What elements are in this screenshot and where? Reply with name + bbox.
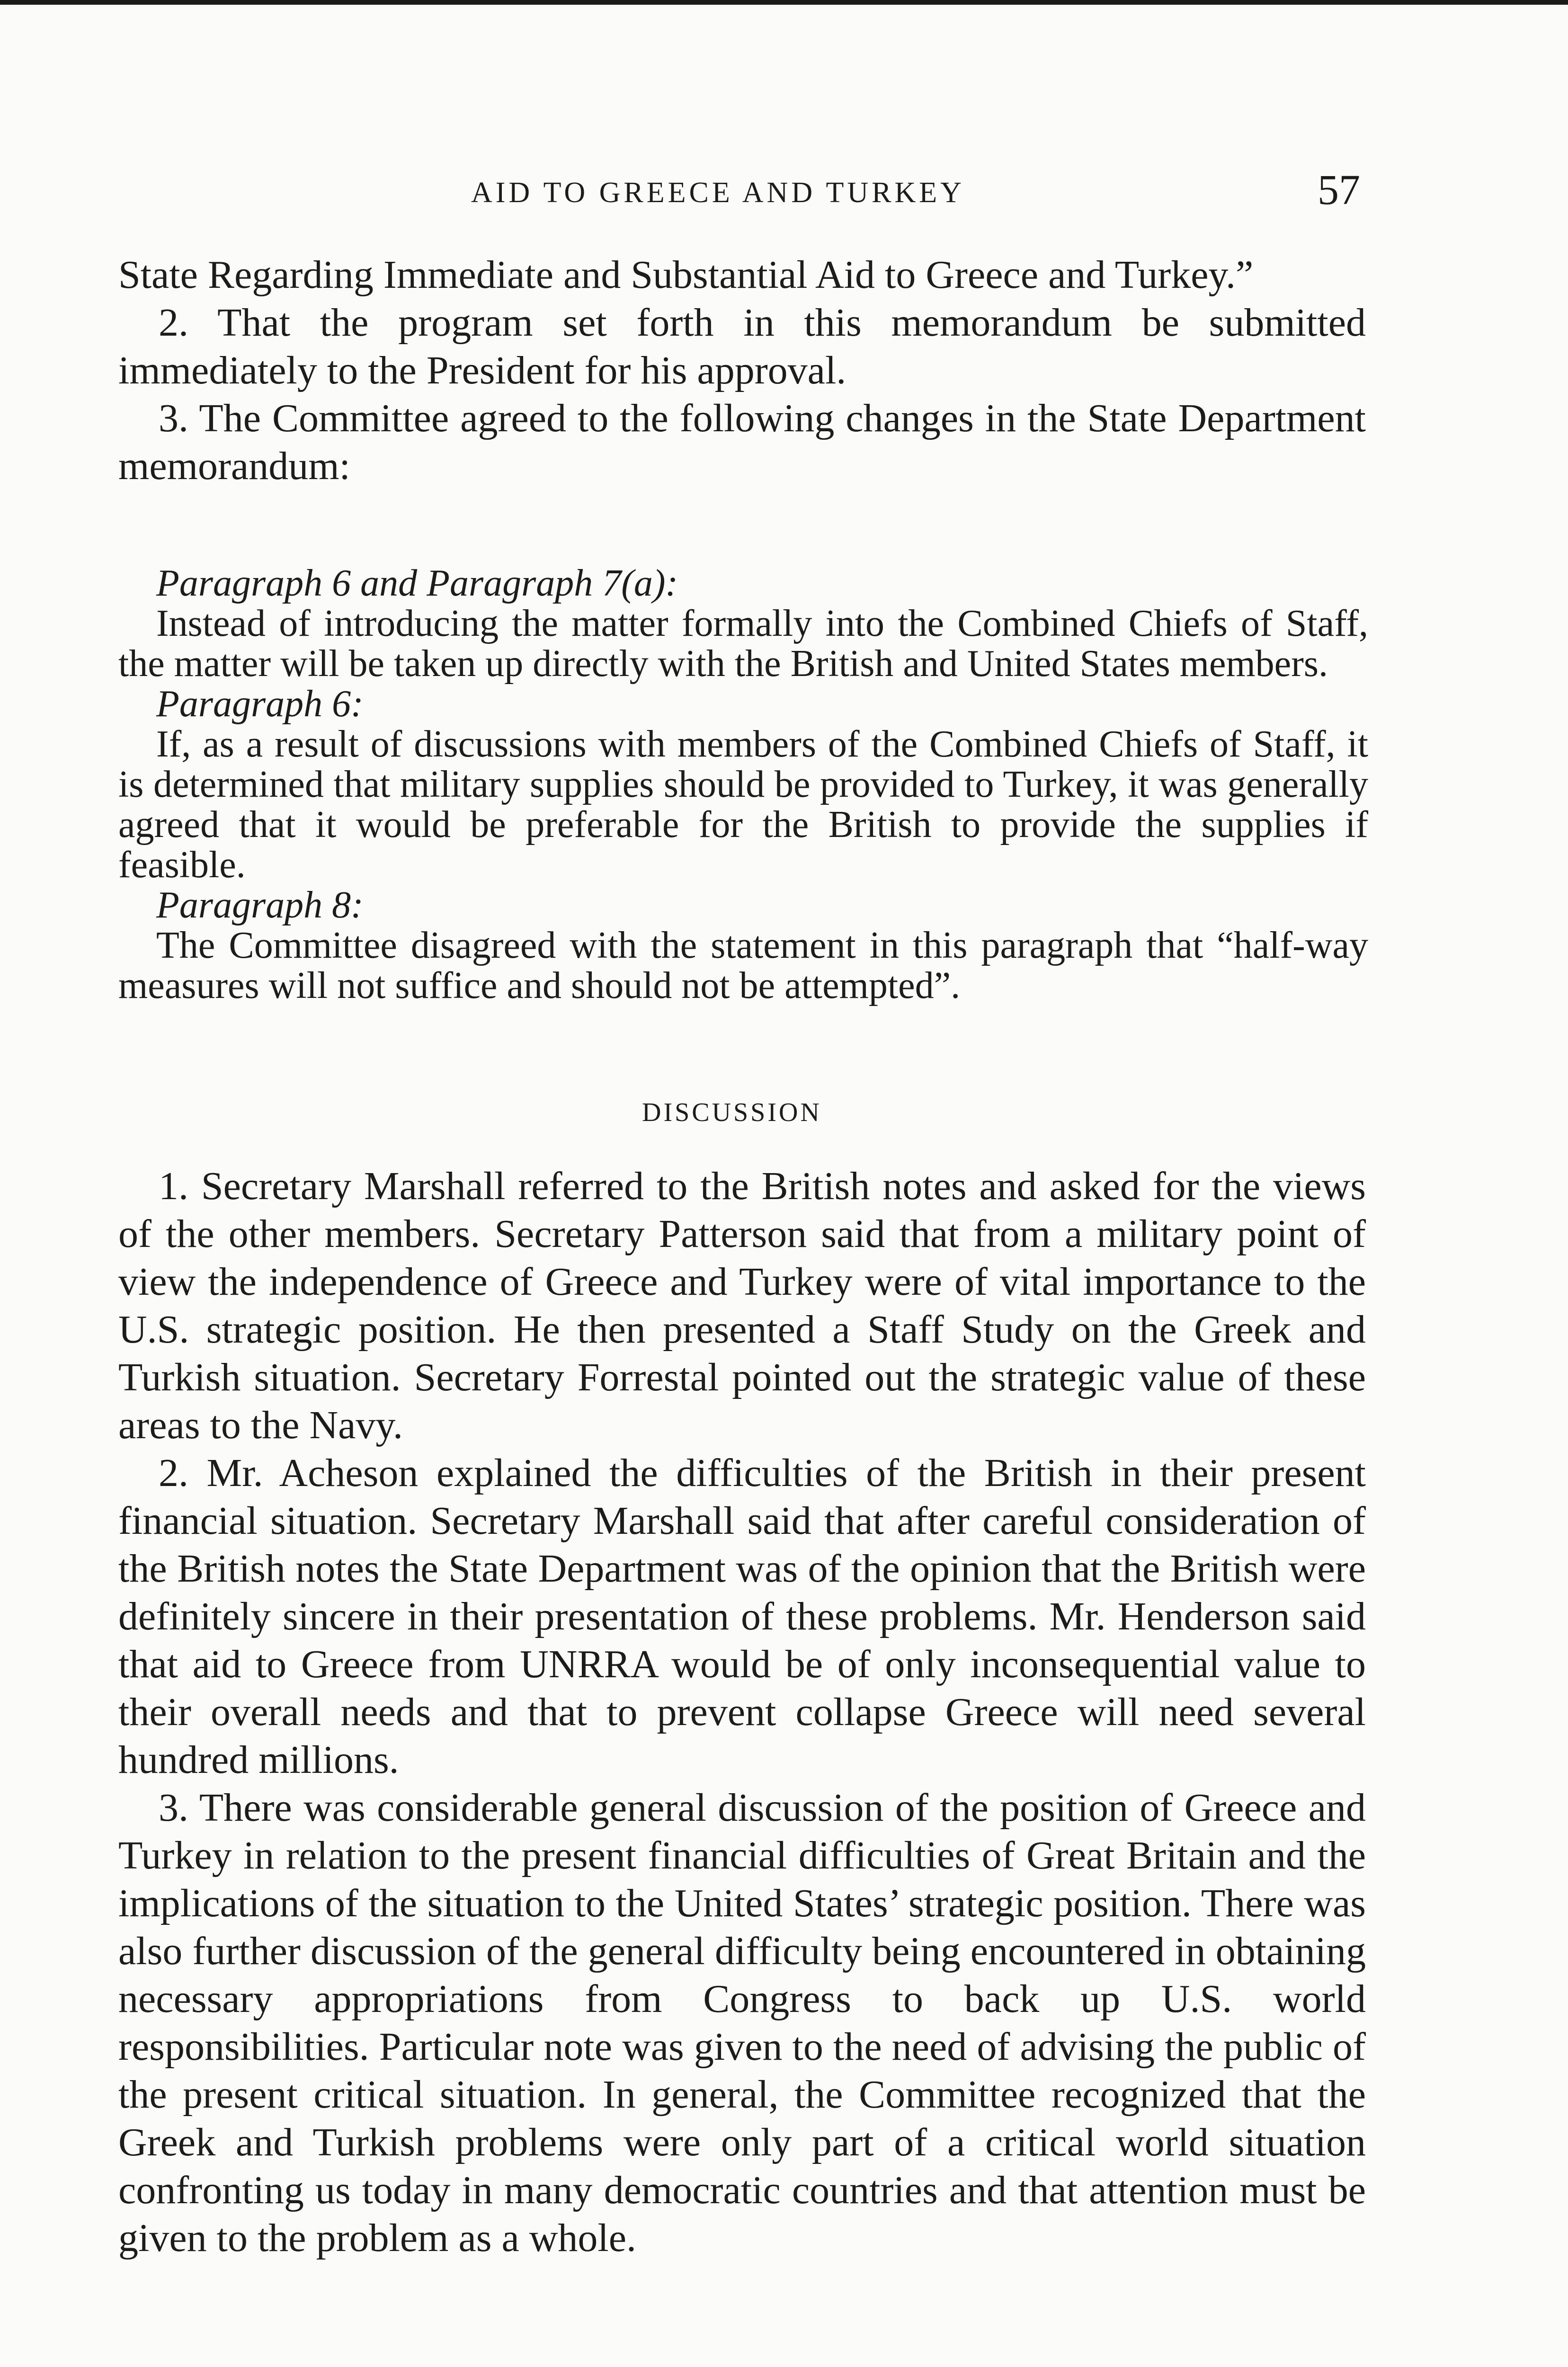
- change-heading: Paragraph 6:: [156, 683, 364, 725]
- running-head: AID TO GREECE AND TURKEY: [471, 177, 965, 209]
- change-text: The Committee disagreed with the statement in this paragraph that “half-way measures will not suffice and should not be attempted”.: [118, 925, 1368, 1006]
- change-heading: Paragraph 8:: [156, 884, 364, 926]
- change-text: If, as a result of discussions with members of the Combined Chiefs of Staff, it is determined that military supplies should be provided to Turkey, it was generally agreed that it would be preferable for the British to provide the supplies if feasible.: [118, 723, 1368, 886]
- change-heading: Paragraph 6 and Paragraph 7(a):: [156, 562, 678, 604]
- change-text: Instead of introducing the matter formally into the Combined Chiefs of Staff, the matter will be taken up directly with the British and United States members.: [118, 603, 1368, 685]
- opening-paragraphs: [118, 251, 1366, 490]
- discussion-paragraph-3: 3. There was considerable general discussion of the position of Greece and Turkey in relation to the present financial difficulties of Great Britain and the implications of the situation to the United States’ strategic position. There was also further discussion of the general difficulty being encountered in obtaining necessary appropriations from Congress to back up U.S. world responsibilities. Particular note was given to the need of advising the public of the present critical situation. In general, the Committee recognized that the Greek and Turkish problems were only part of a critical world situation confronting us today in many democratic countries and that attention must be given to the problem as a whole.: [118, 1786, 1366, 2260]
- point-3-paragraph: 3. The Committee agreed to the following changes in the State Department memorandum:: [118, 396, 1366, 488]
- discussion-paragraphs: [118, 1162, 1366, 2262]
- discussion-heading: DISCUSSION: [642, 1098, 822, 1127]
- page-number: 57: [1318, 167, 1360, 214]
- discussion-paragraph-1: 1. Secretary Marshall referred to the British notes and asked for the views of the other members. Secretary Patterson said that from a military point of view the independence of Greece and Turkey were of vital importance to the U.S. strategic position. He then presented a Staff Study on the Greek and Turkish situation. Secretary Forrestal pointed out the strategic value of these areas to the Navy.: [118, 1164, 1366, 1447]
- point-2-paragraph: 2. That the program set forth in this memorandum be submitted immediately to the President for his approval.: [118, 301, 1366, 392]
- continuation-paragraph: State Regarding Immediate and Substantial Aid to Greece and Turkey.”: [118, 253, 1254, 297]
- memorandum-changes: [118, 563, 1368, 1006]
- scan-edge-rule: [0, 0, 1568, 5]
- discussion-paragraph-2: 2. Mr. Acheson explained the difficulties of the British in their present financial situation. Secretary Marshall said that after careful consideration of the British notes the State Department was of the opinion that the British were definitely sincere in their presentation of these problems. Mr. Henderson said that aid to Greece from UNRRA would be of only inconsequential value to their overall needs and that to prevent collapse Greece will need several hundred millions.: [118, 1451, 1366, 1782]
